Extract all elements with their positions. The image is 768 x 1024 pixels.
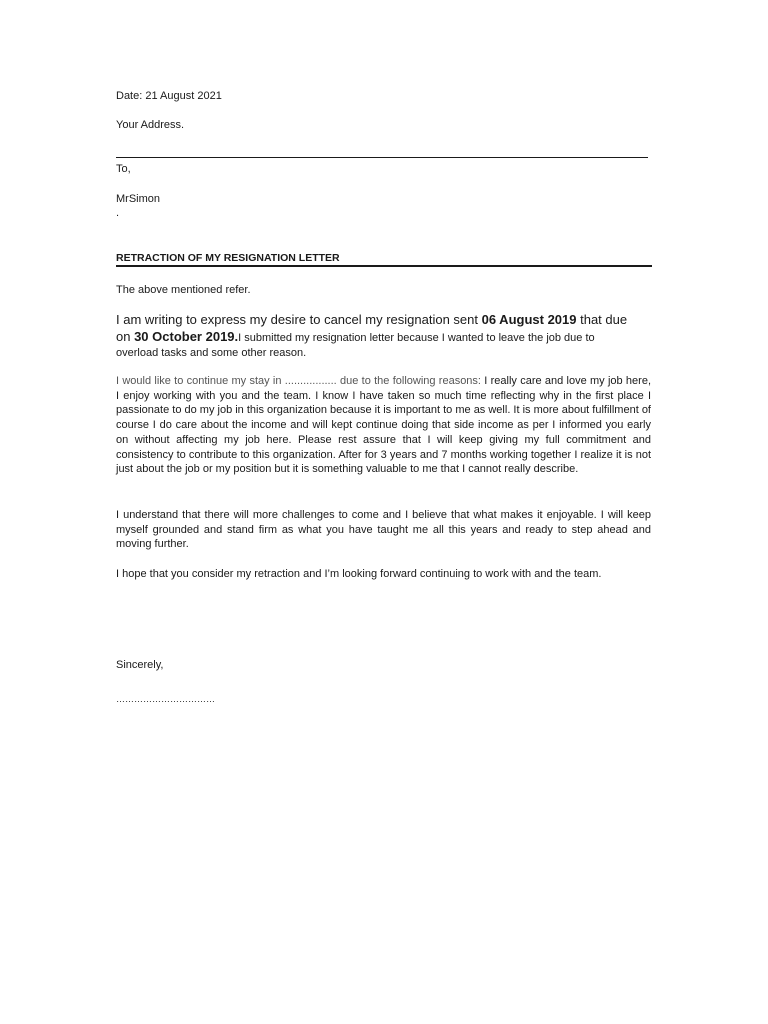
letter-subject: RETRACTION OF MY RESIGNATION LETTER <box>116 252 340 264</box>
p1-date2: 30 October 2019. <box>134 329 239 344</box>
letter-date: Date: 21 August 2021 <box>116 90 222 102</box>
recipient-dot: . <box>116 207 120 219</box>
closing: Sincerely, <box>116 659 164 671</box>
p2-body: I really care and love my job here, I enjoy working with you and the team. I know I have taken so much time reflecting why in the first place I passionate to do my job in this organization because it is important to me as well. It is more about fulfillment of course I do care about the income and will kept continue doing that side income as per I informed you early on without affecting my job here. Please rest assure that I will keep giving my full commitment and consistency to contribute to this organization. After for 3 years and 7 months working together I realize it is not just about the job or my position but it is something valuable to me that I cannot really describe. <box>116 375 651 476</box>
signature-line: …………………………… <box>116 694 215 704</box>
p1-part3: I submitted my resignation letter because I wanted to leave the job due to overload tasks and some other reason. <box>116 332 595 359</box>
sender-address: Your Address. <box>116 119 185 131</box>
intro-line: The above mentioned refer. <box>116 284 251 296</box>
p1-part1: I am writing to express my desire to cancel my resignation sent <box>116 312 482 327</box>
p1-part2: that due on <box>116 312 628 344</box>
subject-underline <box>116 265 652 267</box>
to-label: To, <box>116 163 131 175</box>
p1-date1: 06 August 2019 <box>481 312 577 327</box>
address-divider <box>116 157 648 158</box>
p2-lead: I would like to continue my stay in ................. due to the following reasons: <box>116 375 481 387</box>
paragraph-4: I hope that you consider my retraction and I’m looking forward continuing to work with and the team. <box>116 568 602 580</box>
paragraph-2 <box>116 374 651 477</box>
recipient-name: MrSimon <box>116 193 161 205</box>
paragraph-1 <box>116 312 636 361</box>
paragraph-3: I understand that there will more challenges to come and I believe that what makes it enjoyable. I will keep myself grounded and stand firm as what you have taught me all this years and ready to step ahead and moving further. <box>116 509 651 551</box>
